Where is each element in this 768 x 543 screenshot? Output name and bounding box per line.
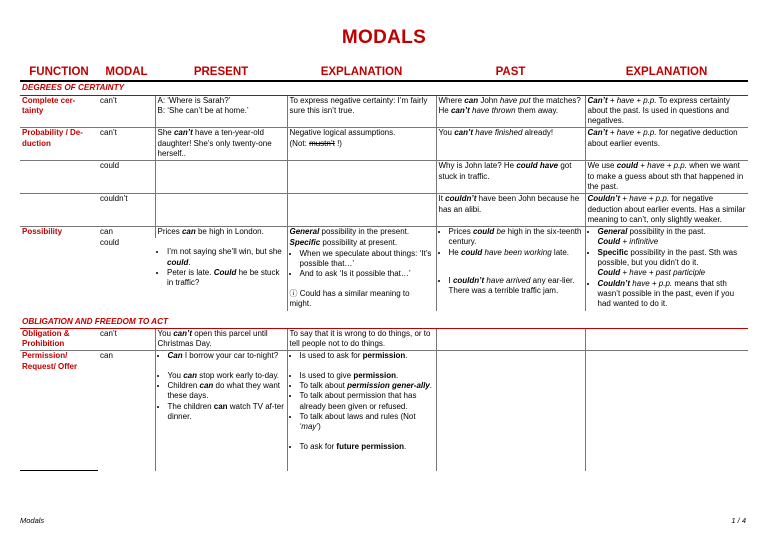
text: them away. [515, 105, 559, 115]
text: Is used to ask for [299, 351, 363, 361]
modal-cell: can’t [100, 95, 117, 105]
text-bold: can [213, 401, 228, 411]
col-header-modal: MODAL [98, 65, 155, 81]
text: To ask for [299, 441, 337, 451]
text-italic: ‘may’ [299, 422, 319, 432]
explanation-past-cell [585, 351, 748, 471]
text-bold: permission [353, 370, 396, 380]
text-strike: mustn’t [309, 138, 335, 148]
text: got stuck in traffic. [438, 161, 572, 181]
text: have a ten-year-old daughter! She’s only twenty-one herself.. [157, 128, 272, 159]
explanation-past-cell [585, 194, 748, 227]
text-bold: can’t [173, 128, 193, 138]
text: for negative deduction about earlier events. Has a similar meaning to can’t, only slightly weaker. [587, 194, 746, 224]
text-bold: can’t [450, 105, 470, 115]
list-item: • To talk about permission that has already been given or refused. [300, 391, 434, 412]
text-bold: could [460, 247, 483, 257]
col-header-present: PRESENT [155, 65, 287, 81]
text: open this parcel until Christmas Day. [157, 328, 268, 349]
list-item [168, 381, 285, 402]
explanation-past-cell [585, 328, 748, 351]
table-row [20, 328, 748, 351]
text: To talk about laws and rules (Not [299, 411, 416, 421]
text-italic: have put [499, 95, 531, 105]
text-bold: Could [597, 268, 621, 278]
text-italic: have thrown [469, 105, 516, 115]
text: for negative deduction about earlier events. [587, 128, 738, 148]
text-bold: permission [362, 351, 406, 361]
modal-cell: can [98, 351, 155, 471]
text: . [403, 441, 407, 451]
list-item [167, 247, 285, 268]
text-bold: Couldn’t [597, 278, 631, 288]
present-cell [155, 161, 287, 194]
present-cell [155, 238, 287, 310]
function-cell: Probability / De-duction [20, 128, 98, 161]
text-bold: General [597, 227, 628, 237]
text: Negative logical assumptions. [289, 128, 396, 138]
text: Children [167, 381, 200, 391]
text: possibility in the past. Sth was possible, but you didn’t do it. [597, 247, 738, 268]
text: any ear-lier. There was a terrible traffic jam. [448, 276, 575, 296]
function-cell: Complete cer-tainty [22, 95, 76, 115]
text-italic: have been working [482, 247, 552, 257]
text-italic: have arrived [484, 276, 531, 286]
list-item [300, 371, 434, 381]
text: stop work early to-day. [197, 370, 280, 380]
list-item [168, 371, 285, 381]
text-bold: can [199, 381, 214, 391]
list-item [598, 227, 747, 248]
present-cell [155, 128, 287, 161]
modal-cell: could [100, 238, 120, 248]
text-bold: Could [213, 268, 237, 278]
text-italic: + have + p.p. [607, 128, 657, 138]
text-bold: couldn’t [452, 276, 485, 286]
present-cell [155, 95, 287, 128]
present-cell [155, 194, 287, 227]
text: means that sth wasn’t possible in the past, even if you had wanted to do it. [597, 278, 735, 309]
text-bold: General [289, 227, 320, 237]
text: . [188, 257, 191, 267]
col-header-function: FUNCTION [20, 65, 98, 81]
explanation-cell [287, 194, 436, 227]
text: the matches? He [438, 95, 581, 115]
example-text: A: ‘Where is Sarah?’ [157, 95, 231, 105]
past-cell [436, 161, 585, 194]
text-bold: could [167, 257, 189, 267]
text: . [405, 351, 408, 361]
text-bold: could [616, 161, 639, 171]
text: ) [318, 422, 321, 432]
text: do what they want these days. [167, 381, 281, 401]
section-title-obligation: OBLIGATION AND FREEDOM TO ACT [20, 311, 748, 329]
list-item [598, 279, 747, 310]
text: You [438, 128, 455, 138]
text: already! [522, 128, 554, 138]
text-bold: permission gener-ally [347, 381, 430, 391]
text: To talk about [299, 381, 348, 391]
table-row [20, 95, 748, 128]
text: !) [334, 138, 342, 148]
text-bold: can’t [454, 128, 474, 138]
explanation-cell [287, 238, 436, 310]
present-cell [155, 227, 287, 239]
list-item [168, 402, 285, 423]
col-header-explanation-past: EXPLANATION [585, 65, 748, 81]
list-item [300, 442, 434, 452]
text-italic: + have + p.p. [620, 194, 670, 204]
text-bold: Couldn’t [587, 194, 621, 204]
page-number: 1 / 4 [731, 516, 746, 525]
text: You [157, 328, 174, 338]
table-row [20, 351, 748, 471]
past-cell [436, 227, 585, 311]
text: The children [167, 401, 214, 411]
explanation-past-cell [585, 161, 748, 194]
text: he be stuck in traffic? [167, 268, 280, 288]
text-bold: couldn’t [445, 194, 477, 204]
table-row [20, 194, 748, 227]
text: Prices [157, 227, 182, 237]
table-row [20, 161, 748, 194]
modal-cell: can’t [100, 328, 117, 338]
text [290, 238, 434, 248]
text: Why is John late? He [438, 161, 517, 171]
past-cell [436, 328, 585, 351]
modal-cell: can [98, 227, 155, 239]
text: watch TV af-ter dinner. [167, 401, 284, 421]
text-bold: can [181, 227, 196, 237]
footer-title: Modals [20, 516, 45, 525]
text: possibility in the past. [627, 227, 706, 237]
col-header-past: PAST [436, 65, 585, 81]
function-cell: Permission/ Request/ Offer [20, 351, 98, 471]
present-cell [155, 351, 287, 471]
text: Where [438, 95, 465, 105]
text: when we want to make a guess about sth that happened in the past. [587, 161, 744, 191]
text: high in the six-teenth century. [448, 227, 582, 247]
info-note: ⓘ Could has a similar meaning to might. [289, 288, 410, 308]
explanation-cell [287, 351, 436, 471]
table-row [20, 227, 748, 239]
explanation-cell [287, 227, 436, 239]
modal-cell: couldn’t [98, 194, 155, 227]
text: It [438, 194, 446, 204]
text-bold: can [183, 370, 198, 380]
col-header-explanation: EXPLANATION [287, 65, 436, 81]
list-item [449, 227, 583, 248]
text-bold: could have [516, 161, 559, 171]
list-item [598, 248, 747, 279]
text: (Not: [289, 138, 310, 148]
explanation-cell: To express negative certainty: I’m fairly sure this isn’t true. [287, 95, 436, 128]
list-item [300, 351, 434, 361]
text: He [448, 247, 461, 257]
text: You [167, 370, 184, 380]
list-item [168, 351, 285, 361]
text-italic: have + p.p. [630, 278, 673, 288]
past-cell [436, 194, 585, 227]
text-bold: Specific [597, 247, 629, 257]
explanation-cell [287, 128, 436, 161]
text: I [448, 276, 453, 286]
function-cell [20, 161, 98, 194]
text-italic: + infinitive [620, 237, 659, 247]
text-italic: + have + p.p. [607, 95, 657, 105]
text-bold: future permission [336, 441, 404, 451]
text-italic: + have + p.p. [638, 161, 687, 171]
explanation-past-cell [585, 128, 748, 161]
text-bold: Can’t [587, 128, 608, 138]
text-italic: have finished [473, 128, 523, 138]
text: I borrow your car to-night? [182, 351, 279, 361]
text: . [396, 370, 399, 380]
text: late. [551, 247, 570, 257]
text-bold: Specific [289, 238, 321, 248]
text: I’m not saying she’ll win, but she [167, 247, 282, 257]
past-cell [436, 128, 585, 161]
explanation-cell: To say that it is wrong to do things, or to tell people not to do things. [287, 328, 436, 351]
function-cell: Obligation & Prohibition [22, 328, 70, 349]
text: We use [587, 161, 617, 171]
text-bold: can [464, 95, 479, 105]
list-item: • When we speculate about things: ‘It’s possible that…’ [300, 249, 434, 270]
section-title-certainty: DEGREES OF CERTAINTY [20, 81, 748, 95]
present-cell [155, 328, 287, 351]
function-cell: Possibility [20, 227, 98, 311]
past-cell [436, 351, 585, 471]
function-cell [20, 194, 98, 227]
explanation-cell [287, 161, 436, 194]
text: Peter is late. [167, 268, 214, 278]
list-item [449, 276, 583, 297]
list-item [167, 268, 285, 289]
modal-cell: could [98, 161, 155, 194]
text: John [478, 95, 500, 105]
page-title: MODALS [341, 27, 427, 48]
list-item [300, 412, 434, 433]
list-item: • And to ask ‘Is it possible that…’ [300, 269, 434, 279]
section-row [20, 81, 748, 95]
header-row [20, 65, 748, 81]
text: Prices [448, 227, 473, 237]
modals-table [20, 65, 748, 471]
text-bold: Could [597, 237, 621, 247]
text-bold: Can [167, 351, 183, 361]
past-cell [436, 95, 585, 128]
text: possibility at present. [320, 238, 398, 248]
text: . [429, 381, 433, 391]
explanation-past-cell [585, 95, 748, 128]
modal-cell: can’t [98, 128, 155, 161]
text: Is used to give [299, 370, 354, 380]
text [290, 139, 434, 149]
text-bold: can’t [173, 328, 193, 338]
text-italic: be [494, 227, 506, 237]
text: She [157, 128, 174, 138]
text-bold: Can’t [587, 95, 608, 105]
text-bold: could [472, 227, 495, 237]
example-text: B: ‘She can’t be at home.’ [157, 105, 249, 115]
list-item [449, 248, 583, 258]
text-italic: + have + past participle [620, 268, 706, 278]
text: be high in London. [195, 227, 264, 237]
text: possibility in the present. [319, 227, 410, 237]
table-row [20, 128, 748, 161]
section-row [20, 311, 748, 329]
explanation-past-cell [585, 227, 748, 311]
text: To express certainty about the past. Is used in questions and negatives. [587, 95, 730, 126]
list-item [300, 381, 434, 391]
text: have been John because he has an alibi. [438, 194, 580, 214]
